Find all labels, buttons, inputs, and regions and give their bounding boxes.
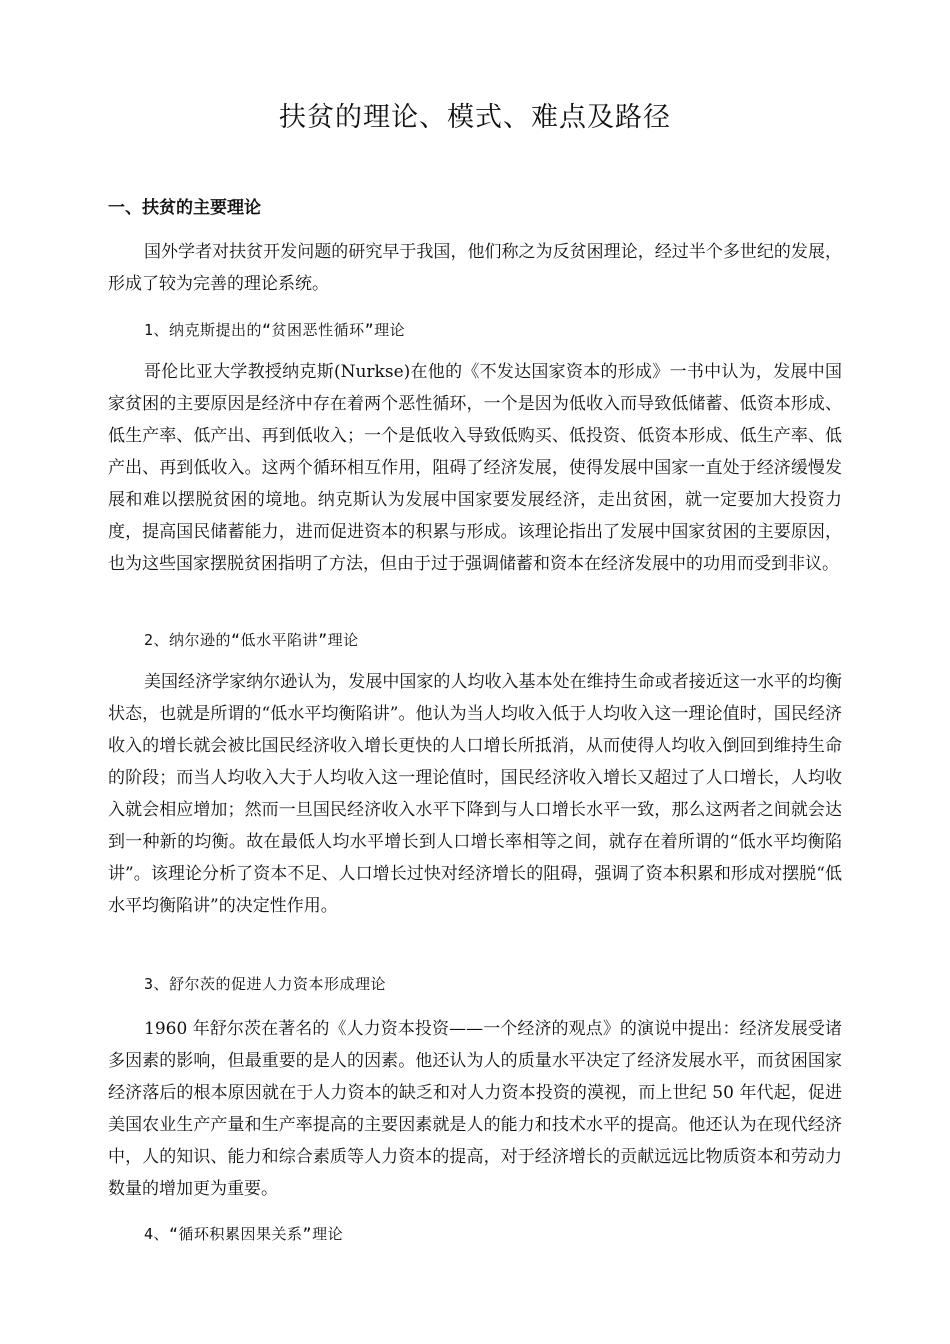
theory-4-heading: 4、“循环积累因果关系”理论 [144, 1225, 344, 1243]
section-heading-1: 一、扶贫的主要理论 [108, 198, 261, 218]
theory-1-heading: 1、纳克斯提出的“贫困恶性循环”理论 [144, 321, 406, 339]
theory-1-body: 哥伦比亚大学教授纳克斯(Nurkse)在他的《不发达国家资本的形成》一书中认为，发展中国家贫困的主要原因是经济中存在着两个恶性循环，一个是因为低收入而导致低储蓄、低资本形成、低生产率、低产出、再到低收入；一个是低收入导致低购买、低投资、低资本形成、低生产率、低产出、再到低收入。这两个循环相互作用，阻碍了经济发展，使得发展中国家一直处于经济缓慢发展和难以摆脱贫困的境地。纳克斯认为发展中国家要发展经济，走出贫困，就一定要加大投资力度，提高国民储蓄能力，进而促进资本的积累与形成。该理论指出了发展中国家贫困的主要原因，也为这些国家摆脱贫困指明了方法，但由于过于强调储蓄和资本在经济发展中的功用而受到非议。 [108, 362, 842, 574]
theory-2-heading: 2、纳尔逊的“低水平陷讲”理论 [144, 631, 359, 649]
theory-3-heading: 3、舒尔茨的促进人力资本形成理论 [144, 975, 387, 993]
intro-paragraph: 国外学者对扶贫开发问题的研究早于我国，他们称之为反贫困理论，经过半个多世纪的发展，形成了较为完善的理论系统。 [108, 242, 842, 294]
document-title: 扶贫的理论、模式、难点及路径 [279, 102, 671, 133]
theory-2-body: 美国经济学家纳尔逊认为，发展中国家的人均收入基本处在维持生命或者接近这一水平的均衡状态，也就是所谓的“低水平均衡陷讲”。他认为当人均收入低于人均收入这一理论值时，国民经济收入的增长就会被比国民经济收入增长更快的人口增长所抵消，从而使得人均收入倒回到维持生命的阶段；而当人均收入大于人均收入这一理论值时，国民经济收入增长又超过了人口增长，人均收入就会相应增加；然而一旦国民经济收入水平下降到与人口增长水平一致，那么这两者之间就会达到一种新的均衡。故在最低人均水平增长到人口增长率相等之间，就存在着所谓的“低水平均衡陷讲”。该理论分析了资本不足、人口增长过快对经济增长的阻碍，强调了资本积累和形成对摆脱“低水平均衡陷讲”的决定性作用。 [108, 672, 842, 916]
theory-3-body: 1960 年舒尔茨在著名的《人力资本投资——一个经济的观点》的演说中提出：经济发展受诸多因素的影响，但最重要的是人的因素。他还认为人的质量水平决定了经济发展水平，而贫困国家经济落后的根本原因就在于人力资本的缺乏和对人力资本投资的漠视，而上世纪 50 年代起，促进美国农业生产产量和生产率提高的主要因素就是人的能力和技术水平的提高。他还认为在现代经济中，人的知识、能力和综合素质等人力资本的提高，对于经济增长的贡献远远比物质资本和劳动力数量的增加更为重要。 [108, 1019, 842, 1199]
